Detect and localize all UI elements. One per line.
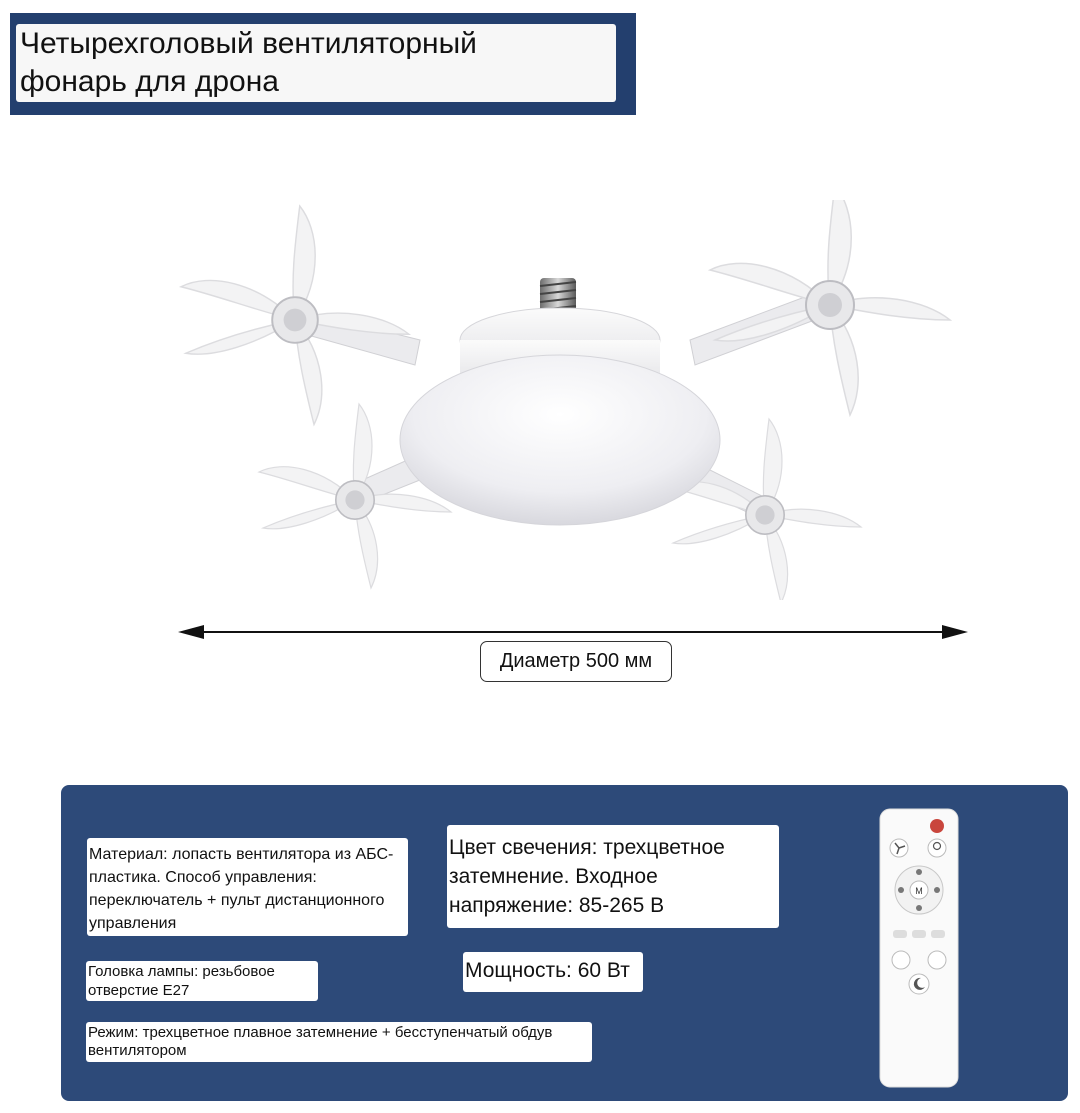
diameter-label: Диаметр 500 мм <box>480 641 672 682</box>
fan-head-top-left <box>181 206 409 425</box>
spec-power: Мощность: 60 Вт <box>463 952 643 992</box>
fan-head-top-right <box>710 200 950 415</box>
remote-control <box>879 808 959 1088</box>
title-line-2: фонарь для дрона <box>20 65 279 98</box>
spec-light-color: Цвет свечения: трехцветное затемнение. Входное напряжение: 85-265 В <box>447 825 779 928</box>
spec-material: Материал: лопасть вентилятора из АБС-пластика. Способ управления: переключатель + пульт дистанционного управления <box>87 838 408 936</box>
power-button <box>930 819 944 833</box>
spec-mode: Режим: трехцветное плавное затемнение + бесступенчатый обдув вентилятором <box>86 1022 592 1062</box>
moon-icon <box>909 974 929 994</box>
title-line-1: Четырехголовый вентиляторный <box>20 27 477 60</box>
spec-lamp-head: Головка лампы: резьбовое отверстие E27 <box>86 961 318 1001</box>
fan-lamp-illustration <box>130 200 990 600</box>
bulb-icon <box>928 839 946 857</box>
page-title <box>20 25 620 101</box>
mode-key-label: M <box>915 886 923 896</box>
